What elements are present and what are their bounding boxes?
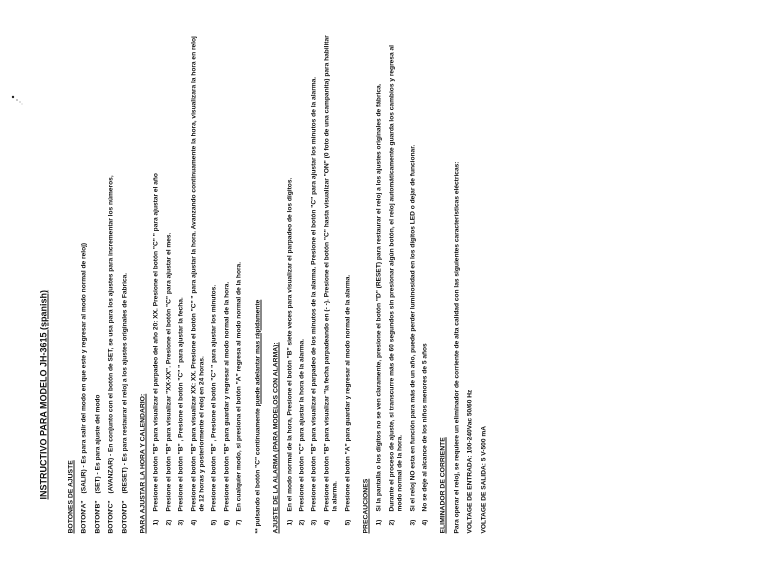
buttons-heading: BOTONES DE AJUSTE xyxy=(67,460,75,534)
document-title: INSTRUCTIVO PARA MODELO JH-3615 (spanish) xyxy=(38,289,49,500)
step-text: Presione el botón "B" para visualizar XX: XX. Presione el botón "C" " para ajustar la hora. Avanzando continuamente la hora, visualizara la hora en reloj de 12 horas y posteriormente el reloj en 24 horas. xyxy=(190,36,206,512)
step-text: En el modo normal de la hora, Presione el botón "B" siete veces para visualizar el parpadeo de los dígitos. xyxy=(286,177,293,512)
button-row-key: "D" xyxy=(121,500,129,512)
button-row xyxy=(108,31,116,534)
button-row-text: (RESET) - Es para restaurar el reloj a los ajustes originales de Fabrica. xyxy=(121,272,129,494)
list-item xyxy=(153,31,161,534)
button-row-label: BOTON xyxy=(94,509,102,534)
step-number: 4) xyxy=(421,519,429,526)
step-number: 4) xyxy=(323,519,331,526)
step-text: Presione el botón "B" , Presione el botón "C" " para ajustar los minutos. xyxy=(210,284,218,512)
step-number: 3) xyxy=(310,519,318,526)
step-text: Presione el botón "B" , Presione el botón "C" " para ajustar la fecha. xyxy=(177,297,185,512)
list-item xyxy=(376,31,384,534)
button-row-key: "C" xyxy=(107,500,115,512)
power-intro: Para operar el reloj, se requiere un eliminador de corriente de alta calidad con las siguientes características eléctricas: xyxy=(453,161,461,534)
button-row-label: BOTON xyxy=(121,509,129,534)
list-item xyxy=(298,31,306,534)
step-text: Presione el botón "C" para ajustar la hora de la alarma. xyxy=(298,338,306,512)
step-number: 7) xyxy=(235,519,243,526)
button-row-key: "B" xyxy=(94,500,102,512)
step-number: 3) xyxy=(409,519,417,526)
power-input-voltage: VOLTAGE DE ENTRADA: 100-240Vac 50/60 Hz xyxy=(466,389,474,534)
list-item xyxy=(190,31,207,534)
button-row xyxy=(94,31,102,534)
button-row-text: (SALIR) - Es para salir del modo en que este y regresar al modo normal de reloj) xyxy=(80,242,88,494)
step-number: 5) xyxy=(210,519,218,526)
list-item xyxy=(223,31,231,534)
step-number: 6) xyxy=(223,519,231,526)
alarm-heading: AJUSTE DE LA ALARMA (PARA MODELOS CON ALARMA): xyxy=(272,342,280,534)
list-item xyxy=(388,31,405,534)
button-row-key: "A" xyxy=(80,500,88,512)
power-heading: ELIMINADOR DE CORRIENTE xyxy=(439,437,447,534)
list-item xyxy=(236,31,244,534)
list-item xyxy=(344,31,352,534)
clock-note-underlined: puede adelantar mas rápidamente xyxy=(254,299,262,407)
clock-note-text: ** pulsando el botón "C" continuamente xyxy=(254,406,262,534)
step-number: 1) xyxy=(375,519,383,526)
step-text: Presione el botón "B" para guardar y regresar al modo normal de la hora. xyxy=(223,281,231,512)
step-number: 4) xyxy=(190,519,198,526)
step-number: 2) xyxy=(388,519,396,526)
alarm-steps xyxy=(286,31,352,534)
step-text: Presione el botón "B" para visualizar el parpadeo del año 20: XX. Presione el botón "C" " para ajustar el año xyxy=(152,173,160,512)
step-text: Durante el proceso de ajuste, si transcurre más de 60 segundos sin presionar algún botón, el reloj automáticamente guarda los cambios y regresa al modo normal de la hora. xyxy=(388,45,404,512)
step-text: Presione el botón "B" para visualizar el parpadeo de los minutos de la alarma. Presione el botón "C" para ajustar los minutos de la alarma. xyxy=(310,76,318,512)
list-item xyxy=(323,31,340,534)
step-text: Presione el botón "A" para guardar y regresar al modo normal de la alarma. xyxy=(344,274,352,512)
list-item xyxy=(165,31,173,534)
button-row xyxy=(121,31,129,534)
button-row-text: (SET) - Es para ajuste del modo xyxy=(94,394,102,494)
power-output-voltage: VOLTAGE DE SALIDA: 5 V-500 mA xyxy=(480,426,488,534)
step-text: En cualquier modo, si presiona el botón "A" regresa al modo normal de la hora. xyxy=(235,261,243,512)
button-row-text: (AVANZAR) - En conjunto con el botón de SET, se usa para los ajustes para incrementar los números, xyxy=(107,175,115,494)
button-row-label: BOTON xyxy=(80,509,88,534)
step-number: 3) xyxy=(177,519,185,526)
document-sheet xyxy=(0,1,768,561)
list-item xyxy=(421,31,429,534)
step-text: Si el reloj NO esta en función para más de un año, puede perder luminosidad en los dígitos LED o dejar de funcionar. xyxy=(409,144,417,512)
clock-note xyxy=(254,31,262,534)
list-item xyxy=(211,31,219,534)
step-text: Presione el botón "B" para visualizar "XX-XX". Presione el botón "C" para ajustar el mes. xyxy=(165,232,173,512)
clock-heading: PARA AJUSTAR LA HORA Y CALENDARIO: xyxy=(139,393,147,534)
step-number: 2) xyxy=(298,519,306,526)
list-item xyxy=(286,31,294,534)
step-text: No se deje al alcance de los niños menores de 5 años xyxy=(421,343,429,512)
list-item xyxy=(311,31,319,534)
step-number: 5) xyxy=(344,519,352,526)
list-item xyxy=(178,31,186,534)
button-row xyxy=(81,31,89,534)
clock-steps xyxy=(153,31,244,534)
step-number: 1) xyxy=(286,519,293,526)
precautions-heading: PRECAUCIONES xyxy=(362,478,370,534)
step-number: 2) xyxy=(165,519,173,526)
step-text: Presione el botón "B" para visualizar "la fecha parpadeando en (- -). Presione el botón "C" hasta visualizar "ON" (0 foto de una campanita) para habilitar la alarma. xyxy=(323,35,339,512)
button-row-label: BOTON xyxy=(107,509,115,534)
buttons-list xyxy=(81,31,130,534)
step-number: 1) xyxy=(152,519,160,526)
list-item xyxy=(409,31,417,534)
step-text: Si la pantalla o los dígitos no se ven claramente, presione el botón "D" (RESET) para restaurar el reloj a los ajustes originales de fábrica. xyxy=(375,83,383,512)
precautions-steps xyxy=(376,31,430,534)
